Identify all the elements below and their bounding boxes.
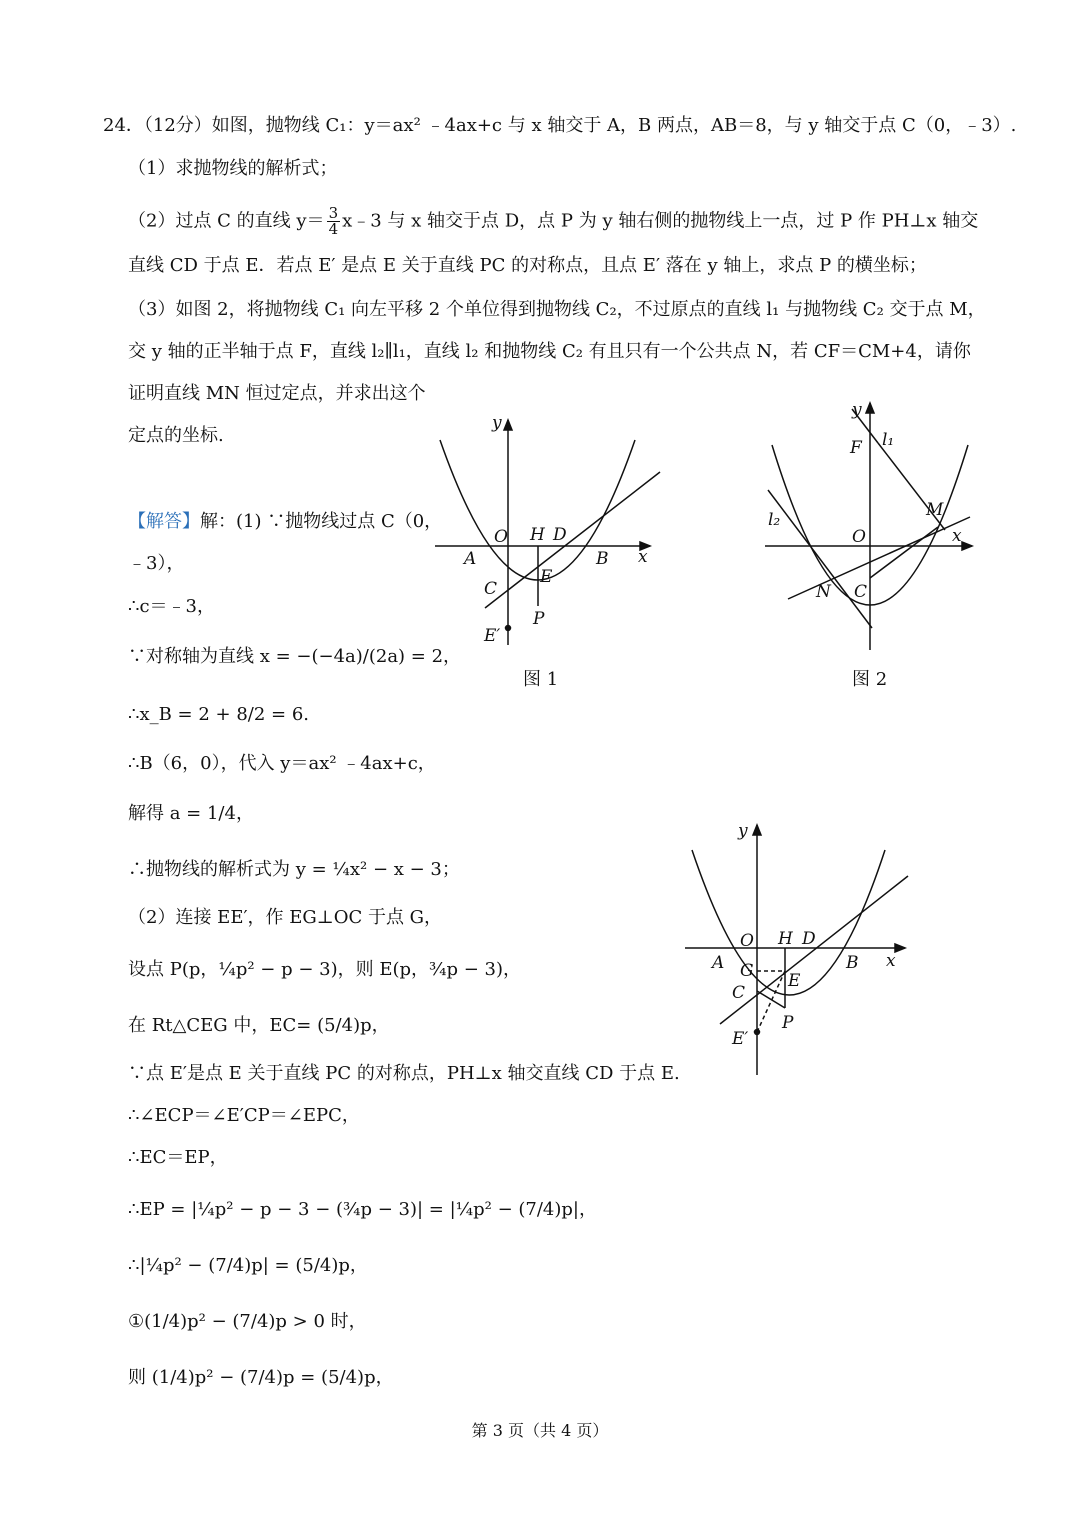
fig1-caption: 图 1	[523, 669, 559, 690]
fig3-label-x: x	[886, 951, 896, 971]
fig2-label-c: C	[854, 582, 868, 602]
figure-1	[430, 410, 670, 700]
fig1-label-h: H	[530, 525, 545, 545]
solution-line-13: ∴EC＝EP，	[128, 1147, 228, 1168]
fig3-label-e-prime: E′	[732, 1029, 749, 1049]
fig2-label-l2: l₂	[768, 510, 781, 530]
problem-line-1: 24．（12分）如图，抛物线 C₁：y＝ax² ﹣4ax+c 与 x 轴交于 A，B 两点，AB＝8，与 y 轴交于点 C（0，﹣3）.	[103, 115, 1017, 136]
page-footer: 第 3 页（共 4 页）	[471, 1421, 609, 1440]
fig1-label-e: E	[540, 567, 553, 587]
solution-line-1b: ﹣3），	[128, 553, 185, 574]
solution-line-10: 在 Rt△CEG 中，EC= (5/4)p，	[128, 1015, 390, 1036]
fig3-label-a: A	[712, 953, 725, 973]
problem-line-2: （1）求抛物线的解析式；	[128, 158, 338, 179]
fig1-label-x: x	[638, 547, 648, 567]
fig2-caption: 图 2	[852, 669, 888, 690]
fig3-label-e: E	[788, 971, 801, 991]
fig2-label-y: y	[852, 400, 862, 420]
answer-tag: 【解答】	[128, 511, 200, 532]
fig1-label-c: C	[484, 579, 498, 599]
fig1-label-e-prime: E′	[484, 626, 501, 646]
problem-line-5: （3）如图 2，将抛物线 C₁ 向左平移 2 个单位得到抛物线 C₂，不过原点的直线 l₁ 与抛物线 C₂ 交于点 M，	[128, 299, 986, 320]
solution-line-16: ①(1/4)p² − (7/4)p > 0 时，	[128, 1311, 367, 1332]
fig1-label-y: y	[492, 413, 502, 433]
solution-line-1: 【解答】解：(1) ∵抛物线过点 C（0，	[128, 511, 443, 532]
fig2-label-o: O	[852, 527, 866, 547]
fig1-label-o: O	[494, 527, 508, 547]
problem-line-7: 证明直线 MN 恒过定点，并求出这个	[128, 383, 426, 404]
fig3-label-d: D	[802, 929, 816, 949]
figure-2	[760, 395, 990, 700]
fig3-label-h: H	[778, 929, 793, 949]
fig2-label-f: F	[850, 438, 862, 458]
solution-line-4: ∴x_B = 2 + 8/2 = 6.	[128, 704, 310, 725]
fig1-label-a: A	[464, 549, 477, 569]
fig1-label-b: B	[596, 549, 609, 569]
solution-line-12: ∴∠ECP＝∠E′CP＝∠EPC，	[128, 1105, 360, 1126]
fig2-label-n: N	[816, 582, 831, 602]
problem-line-3a: （2）过点 C 的直线 y＝	[128, 210, 325, 232]
solution-line-3: ∵对称轴为直线 x = −(−4a)/(2a) = 2，	[128, 646, 462, 667]
fig3-label-p: P	[782, 1013, 794, 1033]
solution-line-14: ∴EP = |¼p² − p − 3 − (¾p − 3)| = |¼p² − (7/4)p|，	[128, 1199, 597, 1220]
problem-line-6: 交 y 轴的正半轴于点 F，直线 l₂∥l₁，直线 l₂ 和抛物线 C₂ 有且只有一个公共点 N，若 CF＝CM+4，请你	[128, 341, 971, 362]
fig1-label-d: D	[553, 525, 567, 545]
problem-line-4: 直线 CD 于点 E．若点 E′ 是点 E 关于直线 PC 的对称点，且点 E′ 落在 y 轴上，求点 P 的横坐标；	[128, 255, 927, 276]
solution-line-17: 则 (1/4)p² − (7/4)p = (5/4)p，	[128, 1367, 394, 1388]
fig3-label-c: C	[732, 983, 746, 1003]
solution-line-9: 设点 P(p，¼p² − p − 3)，则 E(p，¾p − 3)，	[128, 959, 521, 980]
fig3-label-o: O	[740, 931, 754, 951]
solution-line-15: ∴|¼p² − (7/4)p| = (5/4)p，	[128, 1255, 368, 1276]
fig2-label-l1: l₁	[882, 430, 895, 450]
solution-line-11: ∵点 E′是点 E 关于直线 PC 的对称点，PH⊥x 轴交直线 CD 于点 E.	[128, 1063, 680, 1084]
solution-line-8: （2）连接 EE′，作 EG⊥OC 于点 G，	[128, 907, 443, 928]
solution-line-5: ∴B（6，0），代入 y＝ax² ﹣4ax+c，	[128, 753, 436, 774]
figure-3	[680, 820, 920, 1080]
fig2-label-x: x	[952, 526, 962, 546]
fig1-label-p: P	[533, 609, 545, 629]
solution-line-6: 解得 a = 1/4，	[128, 803, 254, 824]
fig3-label-g: G	[740, 961, 754, 981]
slope-fraction: $\frac{3}{4}$	[328, 204, 339, 238]
solution-line-7: ∴抛物线的解析式为 y = ¼x² − x − 3；	[128, 859, 460, 880]
problem-line-8: 定点的坐标.	[128, 425, 224, 446]
problem-line-3b: x﹣3 与 x 轴交于点 D，点 P 为 y 轴右侧的抛物线上一点，过 P 作 PH⊥x 轴交	[342, 210, 979, 232]
solution-line-2: ∴c＝﹣3，	[128, 596, 215, 617]
problem-line-3	[128, 206, 978, 237]
fig3-label-b: B	[846, 953, 859, 973]
fig2-label-m: M	[926, 500, 944, 520]
fig3-label-y: y	[738, 821, 748, 841]
